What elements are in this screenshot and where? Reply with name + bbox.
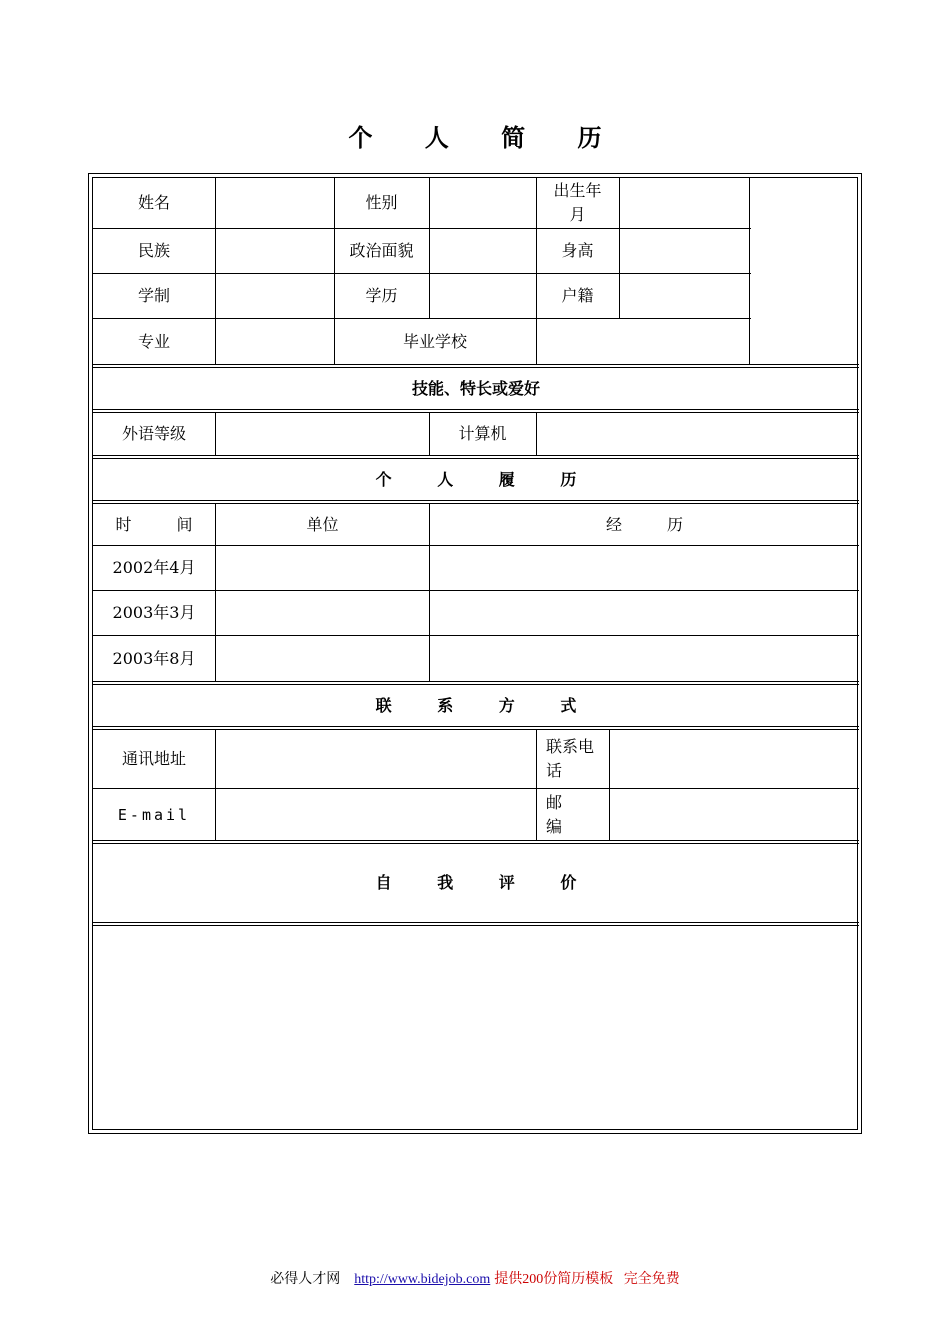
history-row-unit[interactable] (216, 546, 429, 590)
page-title: 个 人 简 历 (348, 123, 624, 152)
phone-label (537, 730, 609, 788)
education-value[interactable] (430, 274, 536, 318)
address-value[interactable] (216, 730, 536, 788)
household-value[interactable] (620, 274, 749, 318)
school-label: 毕业学校 (402, 331, 467, 351)
phone-value[interactable] (610, 730, 859, 788)
history-row-experience[interactable] (430, 591, 859, 635)
birth-label-line2: 月 (569, 205, 586, 224)
birth-label (536, 178, 619, 228)
zip-value[interactable] (610, 789, 859, 840)
footer-site-name: 必得人才网 (270, 1272, 341, 1287)
birth-label-line1: 出生年 (553, 181, 602, 200)
history-row-time: 2003年8月 (112, 648, 196, 668)
school-value[interactable] (537, 319, 749, 364)
computer-value[interactable] (537, 413, 859, 455)
resume-frame (88, 173, 862, 1134)
education-label: 学历 (365, 286, 398, 305)
major-value[interactable] (216, 319, 334, 364)
political-label: 政治面貌 (349, 241, 414, 260)
ethnicity-label: 民族 (137, 241, 170, 260)
household-label: 户籍 (561, 286, 594, 305)
history-row-unit[interactable] (216, 636, 429, 681)
footer (0, 1268, 950, 1288)
history-row-experience[interactable] (430, 546, 859, 590)
phone-label-line1: 联系电 (546, 737, 595, 756)
history-row-unit[interactable] (216, 591, 429, 635)
resume-table (92, 177, 858, 1130)
name-value[interactable] (216, 178, 334, 228)
language-level-label: 外语等级 (121, 424, 186, 443)
contact-section-heading: 联 系 方 式 (375, 695, 597, 715)
gender-value[interactable] (430, 178, 536, 228)
history-col-experience: 经 历 (605, 514, 704, 534)
height-value[interactable] (620, 229, 749, 273)
skills-section-heading: 技能、特长或爱好 (411, 378, 540, 398)
email-label: E-mail (117, 805, 191, 824)
political-value[interactable] (430, 229, 536, 273)
email-value[interactable] (216, 789, 536, 840)
self-eval-section-heading: 自 我 评 价 (375, 873, 597, 892)
self-eval-content[interactable] (93, 926, 859, 1129)
zip-label-line1: 邮 (546, 792, 563, 812)
zip-label (537, 789, 609, 840)
footer-promo: 提供200份简历模板 (494, 1272, 614, 1287)
address-label: 通讯地址 (121, 749, 186, 768)
history-section-heading: 个 人 履 历 (375, 469, 597, 489)
history-row-time: 2003年3月 (112, 603, 196, 622)
gender-label: 性别 (365, 193, 398, 212)
schooling-label: 学制 (137, 286, 170, 305)
zip-label-line2: 编 (546, 816, 563, 836)
history-row-time: 2002年4月 (112, 558, 196, 577)
photo-box (750, 178, 859, 364)
language-level-value[interactable] (216, 413, 429, 455)
height-label: 身高 (561, 241, 594, 260)
history-row-experience[interactable] (430, 636, 859, 681)
major-label: 专业 (137, 331, 170, 351)
history-col-time: 时 间 (115, 514, 213, 534)
name-label: 姓名 (137, 193, 170, 212)
computer-label: 计算机 (458, 424, 507, 443)
birth-value[interactable] (620, 178, 749, 228)
schooling-value[interactable] (216, 274, 334, 318)
footer-link[interactable]: http://www.bidejob.com (354, 1272, 491, 1287)
footer-free: 完全免费 (623, 1272, 680, 1287)
ethnicity-value[interactable] (216, 229, 334, 273)
history-col-unit: 单位 (306, 514, 339, 534)
phone-label-line2: 话 (546, 761, 563, 780)
